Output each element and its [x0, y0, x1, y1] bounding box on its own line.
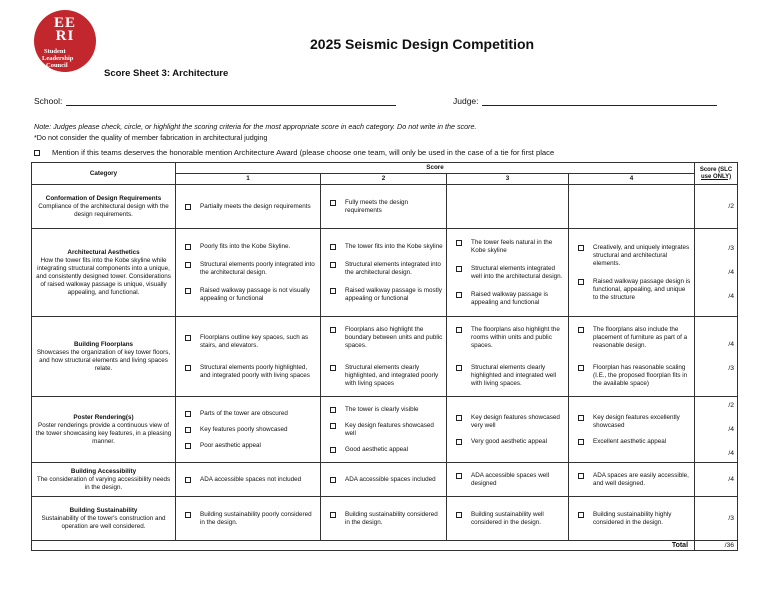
- score-max: /4: [728, 340, 735, 348]
- honorable-mention-text: Mention if this teams deserves the honorable mention Architecture Award (please choose one team, will only be used in the case of a tie for first place: [52, 148, 555, 157]
- category-name: Poster Rendering(s): [73, 413, 134, 421]
- criteria-cell-c3: [447, 229, 569, 317]
- score-cell[interactable]: [695, 497, 738, 541]
- criterion-item: [324, 326, 443, 350]
- slc-score-header: [695, 163, 738, 185]
- criterion-checkbox[interactable]: [456, 439, 462, 445]
- slc-score-header-b: use ONLY): [700, 173, 732, 180]
- criterion-checkbox[interactable]: [330, 423, 336, 429]
- criterion-checkbox[interactable]: [578, 327, 584, 333]
- category-row: [32, 463, 738, 497]
- criteria-cell-c1: [176, 463, 321, 497]
- score-max: /4: [728, 449, 735, 457]
- criterion-item: [324, 511, 443, 527]
- criterion-text: Structural elements integrated well into the architectural design.: [471, 264, 563, 280]
- category-row: [32, 185, 738, 229]
- criterion-item: [572, 326, 691, 350]
- criterion-text: Partially meets the design requirements: [200, 202, 311, 210]
- criterion-checkbox[interactable]: [456, 512, 462, 518]
- criterion-item: [450, 414, 565, 430]
- category-row: [32, 317, 738, 397]
- criterion-checkbox[interactable]: [185, 411, 191, 417]
- criterion-text: Structural elements poorly highlighted, and integrated poorly with living spaces: [200, 363, 310, 379]
- criterion-checkbox[interactable]: [456, 365, 462, 371]
- criteria-cell-c1: [176, 317, 321, 397]
- judge-label: Judge:: [453, 96, 479, 106]
- criterion-item: [324, 422, 443, 438]
- criterion-text: Building sustainability highly considered in the design.: [593, 510, 672, 526]
- criterion-item: [179, 287, 317, 303]
- criterion-text: Poor aesthetic appeal: [200, 441, 261, 449]
- criteria-cell-c4: [569, 497, 695, 541]
- criterion-checkbox[interactable]: [456, 266, 462, 272]
- criterion-item: [179, 426, 317, 434]
- criterion-text: ADA accessible spaces not included: [200, 475, 302, 483]
- criterion-text: Poorly fits into the Kobe Skyline.: [200, 242, 291, 250]
- criterion-item: [572, 364, 691, 388]
- logo-line-1: EE: [53, 15, 76, 31]
- score-max: /2: [728, 202, 735, 210]
- criterion-checkbox[interactable]: [330, 407, 336, 413]
- criterion-checkbox[interactable]: [330, 262, 336, 268]
- criterion-text: Raised walkway passage is mostly appealing or functional: [345, 286, 442, 302]
- criteria-cell-c3: [447, 397, 569, 463]
- category-header: Category: [32, 163, 176, 185]
- slc-score-header-a: Score (SLC: [699, 166, 733, 173]
- criterion-item: [324, 446, 443, 454]
- category-name: Conformation of Design Requirements: [45, 194, 162, 202]
- criterion-checkbox[interactable]: [185, 512, 191, 518]
- level-4-header: 4: [569, 174, 695, 185]
- criteria-cell-c4: [569, 229, 695, 317]
- category-description: Showcases the organization of key tower floors, and how structural elements and living spaces relate.: [36, 348, 171, 372]
- criterion-text: Excellent aesthetic appeal: [593, 437, 667, 445]
- judging-note: Note: Judges please check, circle, or highlight the scoring criteria for the most appropriate score in each category. Do not write in the score.: [34, 122, 477, 131]
- criterion-checkbox[interactable]: [185, 262, 191, 268]
- criterion-item: [450, 472, 565, 488]
- criterion-checkbox[interactable]: [578, 512, 584, 518]
- criterion-item: [324, 199, 443, 215]
- category-name: Building Floorplans: [73, 340, 134, 348]
- criterion-item: [572, 414, 691, 430]
- criterion-checkbox[interactable]: [456, 292, 462, 298]
- criterion-text: Very good aesthetic appeal: [471, 437, 547, 445]
- criterion-text: Raised walkway passage is appealing and functional: [471, 290, 548, 306]
- category-name: Architectural Aesthetics: [67, 248, 140, 256]
- criterion-item: [572, 511, 691, 527]
- criterion-checkbox[interactable]: [185, 443, 191, 449]
- criterion-checkbox[interactable]: [578, 245, 584, 251]
- score-table: [31, 162, 738, 551]
- score-max: /3: [728, 364, 735, 372]
- criterion-item: [324, 261, 443, 277]
- level-3-header: 3: [447, 174, 569, 185]
- criterion-text: The floorplans also include the placement of furniture as part of a reasonable design.: [593, 325, 688, 349]
- criterion-checkbox[interactable]: [330, 327, 336, 333]
- criterion-checkbox[interactable]: [330, 477, 336, 483]
- criterion-item: [179, 476, 317, 484]
- school-label: School:: [34, 96, 63, 106]
- criterion-checkbox[interactable]: [456, 473, 462, 479]
- criteria-cell-c2: [321, 229, 447, 317]
- honorable-mention-checkbox[interactable]: [34, 150, 40, 156]
- category-description: The consideration of varying accessibility needs in the design.: [36, 475, 171, 491]
- criterion-checkbox[interactable]: [330, 244, 336, 250]
- criterion-checkbox[interactable]: [456, 415, 462, 421]
- criterion-text: Floorplans also highlight the boundary between units and public spaces.: [345, 325, 443, 349]
- criterion-checkbox[interactable]: [330, 365, 336, 371]
- criterion-text: The tower feels natural in the Kobe skyline: [471, 238, 553, 254]
- criterion-text: Building sustainability considered in the design.: [345, 510, 438, 526]
- score-cell[interactable]: [695, 397, 738, 463]
- category-row: [32, 397, 738, 463]
- criterion-checkbox[interactable]: [578, 415, 584, 421]
- page-subtitle: Score Sheet 3: Architecture: [104, 68, 229, 79]
- category-description: Poster renderings provide a continuous view of the tower showcasing key features, in a pleasing manner.: [35, 421, 172, 445]
- criterion-text: The tower fits into the Kobe skyline: [345, 242, 443, 250]
- criterion-item: [179, 364, 317, 380]
- criterion-text: Key design features showcased very well: [471, 413, 560, 429]
- criteria-cell-c1: [176, 185, 321, 229]
- criterion-text: ADA accessible spaces included: [345, 475, 436, 483]
- criterion-checkbox[interactable]: [578, 439, 584, 445]
- category-name: Building Sustainability: [69, 506, 138, 514]
- criterion-text: Floorplan has reasonable scaling (I.E., the proposed floorplan fits in the available space): [593, 363, 688, 387]
- level-1-header: 1: [176, 174, 321, 185]
- criterion-checkbox[interactable]: [578, 365, 584, 371]
- criterion-item: [450, 438, 565, 446]
- logo-line-2: RI: [55, 28, 75, 44]
- criterion-text: Key design features showcased well: [345, 421, 434, 437]
- level-2-header: 2: [321, 174, 447, 185]
- criterion-item: [450, 511, 565, 527]
- category-cell: [32, 463, 176, 497]
- criterion-checkbox[interactable]: [330, 447, 336, 453]
- category-cell: [32, 497, 176, 541]
- criterion-text: Good aesthetic appeal: [345, 445, 409, 453]
- criterion-item: [324, 476, 443, 484]
- category-name: Building Accessibility: [70, 467, 137, 475]
- criterion-item: [179, 243, 317, 251]
- criterion-item: [179, 261, 317, 277]
- criteria-cell-c4: [569, 317, 695, 397]
- criteria-cell-c4: [569, 397, 695, 463]
- criterion-text: Floorplans outline key spaces, such as stairs, and elevators.: [200, 333, 309, 349]
- school-field[interactable]: [66, 105, 396, 106]
- total-score: /36: [695, 541, 738, 551]
- score-cell[interactable]: [695, 229, 738, 317]
- criterion-item: [179, 511, 317, 527]
- judge-field[interactable]: [482, 105, 717, 106]
- criterion-item: [324, 406, 443, 414]
- criterion-checkbox[interactable]: [185, 427, 191, 433]
- criterion-checkbox[interactable]: [456, 327, 462, 333]
- criterion-text: Structural elements clearly highlighted and integrated well with living spaces.: [471, 363, 557, 387]
- criterion-text: The tower is clearly visible: [345, 405, 419, 413]
- criterion-checkbox[interactable]: [330, 512, 336, 518]
- criteria-cell-c1: [176, 397, 321, 463]
- category-row: [32, 497, 738, 541]
- category-cell: [32, 229, 176, 317]
- criterion-text: Raised walkway passage is not visually appealing or functional: [200, 286, 310, 302]
- criterion-text: Structural elements integrated into the architectural design.: [345, 260, 441, 276]
- logo-small-3: Council: [46, 62, 68, 69]
- score-max: /2: [728, 401, 735, 409]
- criteria-cell-c3: [447, 463, 569, 497]
- category-cell: [32, 185, 176, 229]
- criterion-checkbox[interactable]: [185, 204, 191, 210]
- score-max: /4: [728, 268, 735, 276]
- criterion-text: ADA spaces are easily accessible, and well designed.: [593, 471, 689, 487]
- score-max: /4: [728, 292, 735, 300]
- category-row: [32, 229, 738, 317]
- criteria-cell-c2: [321, 317, 447, 397]
- score-cell[interactable]: [695, 185, 738, 229]
- criterion-item: [179, 203, 317, 211]
- criterion-item: [572, 472, 691, 488]
- criterion-checkbox[interactable]: [185, 335, 191, 341]
- criterion-text: Key features poorly showcased: [200, 425, 288, 433]
- page-title: 2025 Seismic Design Competition: [310, 36, 535, 52]
- criterion-checkbox[interactable]: [330, 200, 336, 206]
- category-cell: [32, 397, 176, 463]
- criteria-cell-c2: [321, 397, 447, 463]
- criterion-item: [179, 334, 317, 350]
- criterion-item: [450, 364, 565, 388]
- category-description: Compliance of the architectural design with the design requirements.: [38, 202, 169, 218]
- criteria-cell-c3: [447, 497, 569, 541]
- criterion-item: [572, 438, 691, 446]
- criterion-text: Creatively, and uniquely integrates structural and architectural elements.: [593, 243, 690, 267]
- logo-small-1: Student: [44, 48, 66, 55]
- criterion-text: Building sustainability poorly considered in the design.: [200, 510, 312, 526]
- criterion-checkbox[interactable]: [578, 473, 584, 479]
- score-cell[interactable]: [695, 463, 738, 497]
- criteria-cell-c1: [176, 229, 321, 317]
- criterion-item: [572, 244, 691, 268]
- score-max: /3: [728, 244, 735, 252]
- category-description: How the tower fits into the Kobe skyline while integrating structural components into a unique, and consistently designed tower. Considerations of raised walkway passage is unique, visually appealing, and functional.: [36, 256, 171, 296]
- criteria-cell-c4: [569, 463, 695, 497]
- criterion-item: [324, 243, 443, 251]
- score-cell[interactable]: [695, 317, 738, 397]
- criterion-checkbox[interactable]: [185, 288, 191, 294]
- criteria-cell-c2: [321, 463, 447, 497]
- score-max: /4: [728, 425, 735, 433]
- category-description: Sustainability of the tower's construction and operation are well considered.: [41, 514, 166, 530]
- criterion-item: [179, 442, 317, 450]
- criterion-text: Structural elements clearly highlighted, and integrated poorly with living spaces: [345, 363, 439, 387]
- criterion-item: [450, 326, 565, 350]
- criterion-text: ADA accessible spaces well designed: [471, 471, 550, 487]
- criteria-cell-c4: [569, 185, 695, 229]
- criterion-checkbox[interactable]: [185, 244, 191, 250]
- total-label: Total: [32, 541, 695, 551]
- criterion-item: [450, 265, 565, 281]
- criterion-text: Parts of the tower are obscured: [200, 409, 288, 417]
- score-max: /4: [728, 475, 735, 483]
- criterion-item: [324, 287, 443, 303]
- criterion-item: [450, 239, 565, 255]
- criterion-text: Fully meets the design requirements: [345, 198, 408, 214]
- criterion-checkbox[interactable]: [185, 365, 191, 371]
- criterion-item: [179, 410, 317, 418]
- slc-logo: [34, 10, 96, 72]
- criterion-checkbox[interactable]: [185, 477, 191, 483]
- criterion-checkbox[interactable]: [330, 288, 336, 294]
- criterion-item: [450, 291, 565, 307]
- criterion-item: [572, 278, 691, 302]
- criteria-cell-c2: [321, 185, 447, 229]
- criteria-cell-c1: [176, 497, 321, 541]
- criteria-cell-c2: [321, 497, 447, 541]
- criterion-checkbox[interactable]: [456, 240, 462, 246]
- criterion-text: The floorplans also highlight the rooms within units and public spaces.: [471, 325, 560, 349]
- criterion-text: Key design features excellently showcased: [593, 413, 680, 429]
- criteria-cell-c3: [447, 185, 569, 229]
- logo-small-2: Leadership: [42, 55, 74, 62]
- criterion-text: Structural elements poorly integrated into the architectural design.: [200, 260, 315, 276]
- criterion-item: [324, 364, 443, 388]
- category-cell: [32, 317, 176, 397]
- criterion-checkbox[interactable]: [578, 279, 584, 285]
- criterion-text: Raised walkway passage design is functional, appealing, and unique to the structure: [593, 277, 691, 301]
- score-header: Score: [176, 163, 695, 174]
- honorable-mention: [34, 148, 554, 157]
- criterion-text: Building sustainability well considered in the design.: [471, 510, 544, 526]
- criteria-cell-c3: [447, 317, 569, 397]
- score-max: /3: [728, 514, 735, 522]
- fabrication-note: *Do not consider the quality of member fabrication in architectural judging: [34, 133, 268, 142]
